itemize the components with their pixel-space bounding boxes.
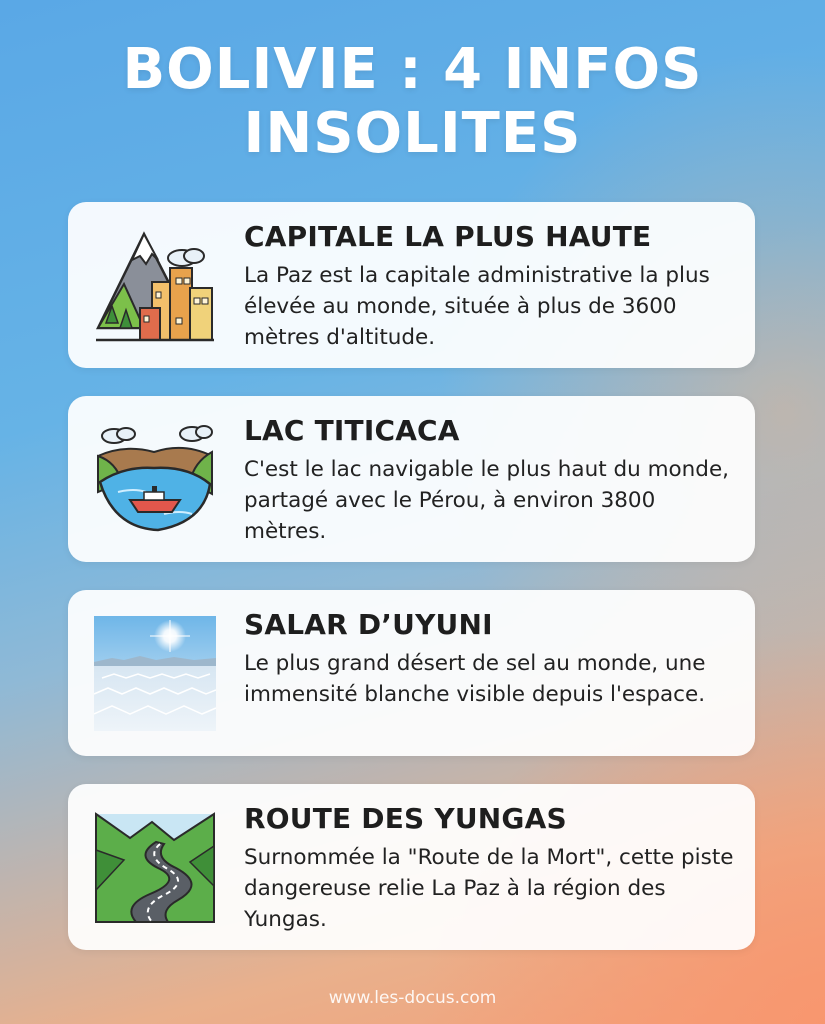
info-card-capitale [68,202,755,368]
card-title: LAC TITICACA [244,414,460,447]
mountain-city-icon [94,228,216,343]
card-title: SALAR D’UYUNI [244,608,493,641]
salt-flat-icon [94,616,216,731]
card-title: CAPITALE LA PLUS HAUTE [244,220,652,253]
card-text: La Paz est la capitale administrative la plus élevée au monde, située à plus de 3600 mètres d'altitude. [244,263,710,350]
page-title [0,38,825,166]
card-title: ROUTE DES YUNGAS [244,802,567,835]
winding-road-icon [94,810,216,925]
card-text: Surnommée la "Route de la Mort", cette piste dangereuse relie La Paz à la région des Yungas. [244,845,734,932]
card-text: Le plus grand désert de sel au monde, une immensité blanche visible depuis l'espace. [244,651,706,707]
lake-boat-icon [94,422,216,537]
info-card-uyuni [68,590,755,756]
info-card-titicaca [68,396,755,562]
info-card-yungas [68,784,755,950]
card-text: C'est le lac navigable le plus haut du monde, partagé avec le Pérou, à environ 3800 mètres. [244,457,730,544]
title-line-1: BOLIVIE : 4 INFOS [122,37,703,102]
title-line-2: INSOLITES [243,101,582,166]
footer-website: www.les-docus.com [328,988,497,1008]
